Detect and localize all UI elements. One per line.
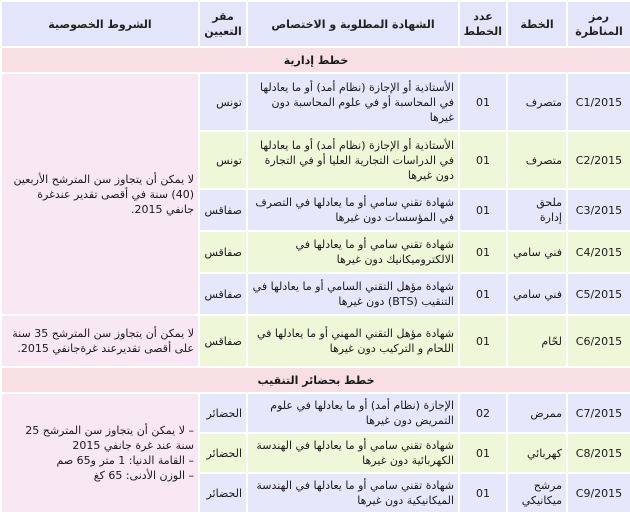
cell-plan: فني سامي [508,274,566,314]
cell-code: C3/2015 [568,190,630,230]
cell-plan: كهربائي [508,434,566,472]
cell-count: 01 [460,316,506,366]
cell-degree: شهادة مؤهل التقني المهني أو ما يعادلها في اللحام و التركيب دون غيرها [248,316,458,366]
cell-degree: شهادة مؤهل التقني السامي أو ما يعادلها في التنقيب (BTS) دون غيرها [248,274,458,314]
section-row-field [2,368,630,392]
cell-conditions-welder: لا يمكن أن يتجاوز سن المترشح 35 سنة على أقصى تقديرعند غرةجانفي 2015. [2,316,198,366]
cell-code: C7/2015 [568,394,630,432]
cell-count: 01 [460,232,506,272]
cell-plan: مرشح ميكانيكي [508,474,566,512]
cell-degree: شهادة تقني سامي أو ما يعادلها في التصرف في المؤسسات دون غيرها [248,190,458,230]
header-row [2,2,630,46]
cell-location: صفاقس [200,232,246,272]
section-row-admin [2,48,630,72]
section-title-field: خطط بحضائر التنقيب [2,368,630,392]
cell-degree: الإجازة (نظام أمد) أو ما يعادلها في علوم التمريض دون غيرها [248,394,458,432]
cell-degree: الأستاذية أو الإجازة (نظام أمد) أو ما يعادلها في المحاسبة أو في علوم المحاسبة دون غيرها [248,74,458,130]
cell-location: الحضائر [200,394,246,432]
cell-location: صفاقس [200,274,246,314]
header-degree: الشهادة المطلوبة و الاختصاص [248,2,458,46]
cell-location: الحضائر [200,474,246,512]
cell-code: C8/2015 [568,434,630,472]
table-row [2,394,630,432]
cell-location: صفاقس [200,316,246,366]
cell-location: تونس [200,74,246,130]
cell-degree: شهادة تقني سامي أو ما يعادلها في الهندسة الكهربائية دون غيرها [248,434,458,472]
cell-code: C1/2015 [568,74,630,130]
cell-conditions-admin: لا يمكن أن يتجاوز سن المترشح الأربعين (40) سنة في أقصى تقدير عندغرة جانفي 2015. [2,74,198,314]
table-row [2,316,630,366]
cell-count: 01 [460,434,506,472]
cell-plan: ممرض [508,394,566,432]
cell-code: C6/2015 [568,316,630,366]
cell-plan: متصرف [508,132,566,188]
header-plan: الخطة [508,2,566,46]
cell-count: 01 [460,274,506,314]
header-count: عدد الخطط [460,2,506,46]
cell-code: C9/2015 [568,474,630,512]
cell-code: C2/2015 [568,132,630,188]
section-title-admin: خطط إدارية [2,48,630,72]
cell-plan: ملحق إدارة [508,190,566,230]
cell-count: 01 [460,474,506,512]
cell-location: الحضائر [200,434,246,472]
cell-code: C4/2015 [568,232,630,272]
header-location: مقر التعيين [200,2,246,46]
cell-location: تونس [200,132,246,188]
cell-count: 01 [460,190,506,230]
header-conditions: الشروط الخصوصية [2,2,198,46]
condition-line: – القامة الدنيا: 1 متر و65 صم [56,454,194,467]
cell-degree: شهادة تقني سامي أو ما يعادلها في الهندسة الميكانيكية دون غيرها [248,474,458,512]
cell-location: صفاقس [200,190,246,230]
cell-plan: لحّام [508,316,566,366]
cell-count: 01 [460,74,506,130]
cell-conditions-field [2,394,198,512]
cell-code: C5/2015 [568,274,630,314]
cell-count: 01 [460,132,506,188]
cell-plan: فني سامي [508,232,566,272]
cell-count: 02 [460,394,506,432]
condition-line: – الوزن الأدنى: 65 كغ [93,469,194,482]
cell-degree: شهادة تقني سامي أو ما يعادلها في الالكتروميكانيك دون غيرها [248,232,458,272]
condition-line: – لا يمكن أن يتجاوز سن المترشح 25 سنة عند غرة جانفي 2015 [25,424,194,452]
table-row [2,74,630,130]
header-code: رمز المناظرة [568,2,630,46]
cell-degree: الأستاذية أو الإجازة (نظام أمد) أو ما يعادلها في الدراسات التجارية العليا أو في التجارة دون غيرها [248,132,458,188]
cell-plan: متصرف [508,74,566,130]
